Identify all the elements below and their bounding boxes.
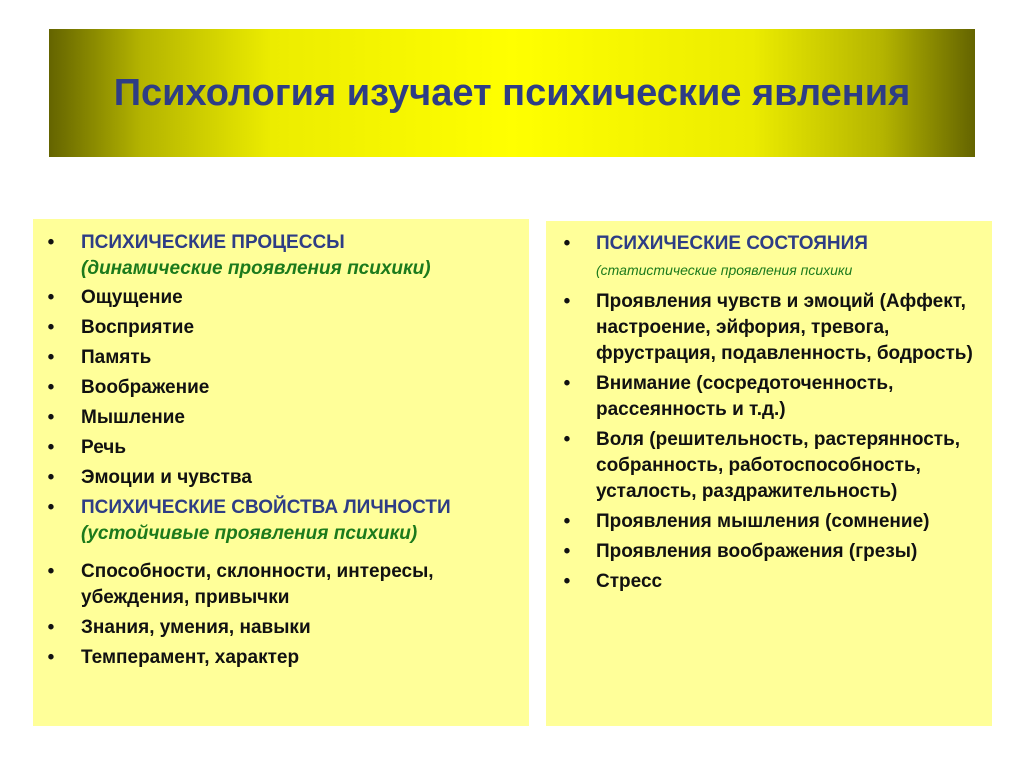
- state-item: Стресс: [596, 571, 663, 592]
- process-item: Эмоции и чувства: [81, 467, 252, 488]
- bullet-icon: •: [47, 437, 55, 458]
- slide-title: Психология изучает психические явления: [113, 72, 911, 114]
- list-item: [33, 615, 529, 641]
- list-item: [33, 405, 529, 431]
- property-item: Темперамент, характер: [81, 647, 300, 668]
- bullet-icon: •: [47, 287, 55, 308]
- process-item: Мышление: [81, 407, 185, 428]
- property-item: Знания, умения, навыки: [81, 617, 311, 638]
- state-item: Воля (решительность, растерянность, собранность, работоспособность, усталость, раздражительность): [596, 429, 961, 502]
- title-banner: [49, 29, 975, 157]
- list-item: [33, 435, 529, 461]
- process-item: Память: [81, 347, 152, 368]
- list-item: [33, 495, 529, 547]
- list-item: [33, 315, 529, 341]
- bullet-icon: •: [47, 317, 55, 338]
- state-item: Проявления воображения (грезы): [596, 541, 918, 562]
- list-item: [546, 509, 992, 535]
- state-item: Проявления чувств и эмоций (Аффект, настроение, эйфория, тревога, фрустрация, подавленность, бодрость): [596, 291, 973, 364]
- bullet-icon: •: [563, 291, 571, 312]
- list-item: [33, 645, 529, 671]
- bullet-icon: •: [47, 497, 55, 518]
- process-item: Воображение: [81, 377, 210, 398]
- bullet-icon: •: [47, 561, 55, 582]
- list-item: [33, 465, 529, 491]
- property-item: Способности, склонности, интересы, убеждения, привычки: [81, 561, 434, 608]
- bullet-icon: •: [563, 541, 571, 562]
- properties-heading: ПСИХИЧЕСКИЕ СВОЙСТВА ЛИЧНОСТИ: [81, 497, 451, 518]
- left-panel: [33, 219, 529, 726]
- bullet-icon: •: [563, 233, 571, 254]
- list-item: [546, 569, 992, 595]
- bullet-icon: •: [47, 617, 55, 638]
- bullet-icon: •: [47, 407, 55, 428]
- bullet-icon: •: [47, 467, 55, 488]
- properties-note: (устойчивые проявления психики): [81, 523, 418, 544]
- list-item: [546, 231, 992, 283]
- list-item: [33, 285, 529, 311]
- bullet-icon: •: [563, 511, 571, 532]
- right-panel: [546, 221, 992, 726]
- bullet-icon: •: [47, 347, 55, 368]
- list-item: [546, 371, 992, 423]
- states-heading: ПСИХИЧЕСКИЕ СОСТОЯНИЯ: [596, 233, 868, 254]
- process-item: Восприятие: [81, 317, 195, 338]
- list-item: [33, 559, 529, 611]
- processes-note: (динамические проявления психики): [81, 258, 431, 279]
- bullet-icon: •: [47, 232, 55, 253]
- bullet-icon: •: [47, 647, 55, 668]
- bullet-icon: •: [563, 571, 571, 592]
- list-item: [546, 427, 992, 505]
- list-item: [33, 230, 529, 282]
- list-item: [546, 289, 992, 367]
- list-item: [33, 375, 529, 401]
- list-item: [33, 345, 529, 371]
- list-item: [546, 539, 992, 565]
- bullet-icon: •: [563, 429, 571, 450]
- right-list: [546, 231, 992, 599]
- processes-heading: ПСИХИЧЕСКИЕ ПРОЦЕССЫ: [81, 232, 345, 253]
- process-item: Речь: [81, 437, 127, 458]
- state-item: Проявления мышления (сомнение): [596, 511, 930, 532]
- process-item: Ощущение: [81, 287, 183, 308]
- bullet-icon: •: [563, 373, 571, 394]
- state-item: Внимание (сосредоточенность, рассеянность и т.д.): [596, 373, 894, 420]
- bullet-icon: •: [47, 377, 55, 398]
- states-note: (статистические проявления психики: [596, 262, 853, 278]
- left-list: [33, 230, 529, 675]
